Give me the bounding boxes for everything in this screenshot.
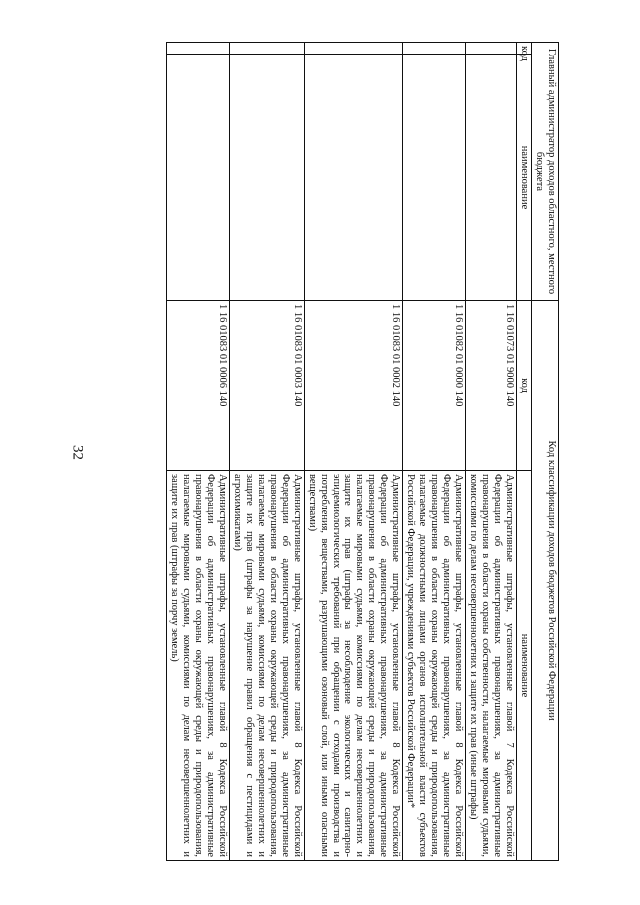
income-description-cell: Административные штрафы, установленные главой 8 Кодекса Российской Федерации об административных правонарушениях, за административные правонарушения в области охраны окружающей среды и природопользования, налагаемые мировыми судьями, комиссиями по делам несовершеннолетних и защите их прав (штрафы за порчу земель) xyxy=(166,471,229,861)
header-row-sub xyxy=(517,43,532,861)
admin-code-cell xyxy=(466,43,517,55)
income-description-cell: Административные штрафы, установленные главой 8 Кодекса Российской Федерации об административных правонарушениях, за административные правонарушения в области охраны окружающей среды и природопользования, налагаемые мировыми судьями, комиссиями по делам несовершеннолетних и защите их прав (штрафы за нарушение правил обращения с пестицидами и агрохимикатами) xyxy=(229,471,304,861)
header-class-code: код xyxy=(517,301,532,471)
budget-classification-table xyxy=(96,42,559,860)
header-admin-name: наименование xyxy=(517,55,532,301)
admin-code-cell xyxy=(304,43,403,55)
admin-name-cell xyxy=(403,55,466,301)
admin-name-cell xyxy=(166,55,229,301)
admin-code-cell xyxy=(229,43,304,55)
table-row xyxy=(466,43,517,861)
header-chief-administrator: Главный администратор доходов областного, местного бюджета xyxy=(532,43,559,301)
income-code-cell: 1 16 01083 01 0006 140 xyxy=(166,301,229,471)
header-class-name: наименование xyxy=(517,471,532,861)
income-codes-table xyxy=(166,42,559,861)
admin-name-cell xyxy=(304,55,403,301)
income-description-cell: Административные штрафы, установленные главой 8 Кодекса Российской Федерации об административных правонарушениях, за административные правонарушения в области охраны окружающей среды и природопользования, налагаемые должностными лицами органов исполнительной власти субъектов Российской Федерации, учреждениями субъектов Российской Федерации* xyxy=(403,471,466,861)
table-row xyxy=(304,43,403,861)
admin-name-cell xyxy=(466,55,517,301)
admin-name-cell xyxy=(229,55,304,301)
income-code-cell: 1 16 01073 01 9000 140 xyxy=(466,301,517,471)
table-row xyxy=(166,43,229,861)
table-row xyxy=(403,43,466,861)
income-code-cell: 1 16 01082 01 0000 140 xyxy=(403,301,466,471)
income-code-cell: 1 16 01083 01 0002 140 xyxy=(304,301,403,471)
income-code-cell: 1 16 01083 01 0003 140 xyxy=(229,301,304,471)
header-admin-code: код xyxy=(517,43,532,55)
header-classification-code: Код классификации доходов бюджетов Российской Федерации xyxy=(532,301,559,861)
admin-code-cell xyxy=(166,43,229,55)
admin-code-cell xyxy=(403,43,466,55)
income-description-cell: Административные штрафы, установленные главой 8 Кодекса Российской Федерации об административных правонарушениях, за административные правонарушения в области охраны окружающей среды и природопользования, налагаемые мировыми судьями, комиссиями по делам несовершеннолетних и защите их прав (штрафы за несоблюдение экологических и санитарно-эпидемиологических требований при обращении с отходами производства и потребления, веществами, разрушающими озоновый слой, или иными опасными веществами) xyxy=(304,471,403,861)
income-description-cell: Административные штрафы, установленные главой 7 Кодекса Российской Федерации об административных правонарушениях, за административные правонарушения в области охраны собственности, налагаемые мировыми судьями, комиссиями по делам несовершеннолетних и защите их прав (иные штрафы) xyxy=(466,471,517,861)
page-number: 32 xyxy=(69,445,86,460)
header-row-group xyxy=(532,43,559,861)
table-row xyxy=(229,43,304,861)
